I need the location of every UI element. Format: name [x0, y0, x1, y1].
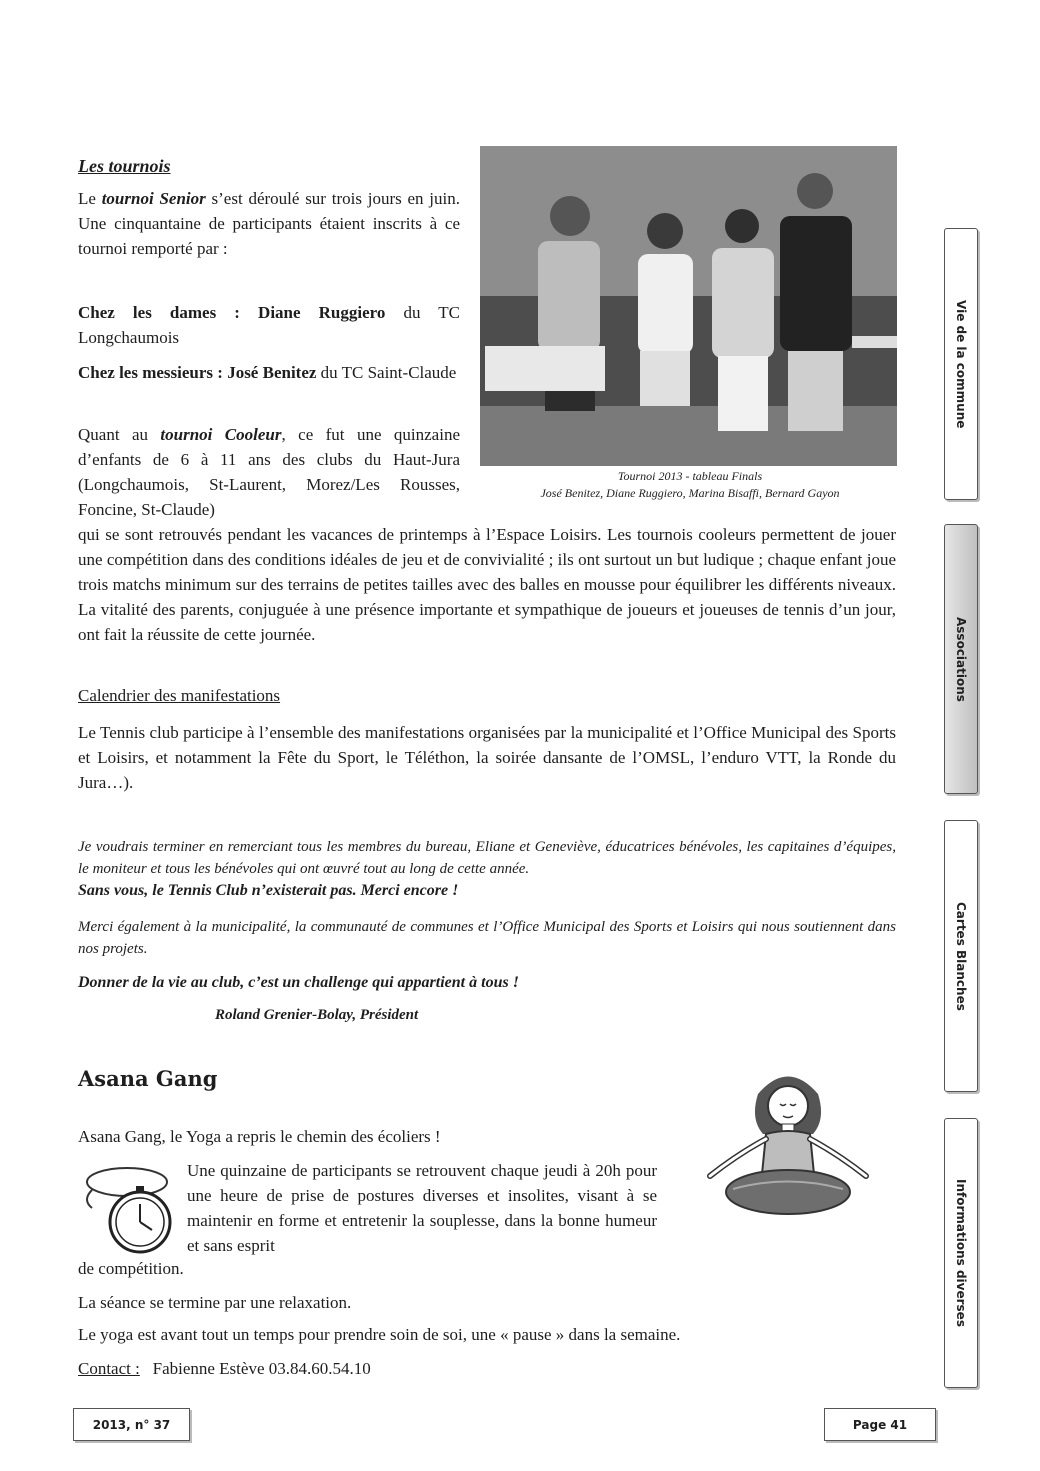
section-heading-calendrier: Calendrier des manifestations	[78, 686, 281, 705]
page-number: Page 41	[824, 1408, 936, 1441]
yoga-woman-icon	[688, 1064, 888, 1224]
tournoi-cooleur-paragraph: Quant au tournoi Cooleur, ce fut une quinzaine d’enfants de 6 à 11 ans des clubs du Haut-Jura (Longchaumois, St-Laurent, Morez/Les Rousses, Foncine, St-Claude)	[78, 425, 460, 519]
tournoi-senior-paragraph: Le tournoi Senior s’est déroulé sur trois jours en juin. Une cinquantaine de participants étaient inscrits à ce tournoi remporté par :	[78, 189, 460, 258]
contact-label: Contact :	[78, 1359, 140, 1378]
tournoi-cooleur-continued: qui se sont retrouvés pendant les vacances de printemps à l’Espace Loisirs. Les tournois cooleurs permettent de jouer une compétition dans des conditions idéales de jeu et de convivialité ; ils ont surtout un but ludique ; chaque enfant joue trois matchs minimum sur des terrains de petites tailles avec des balles en mousse pour équilibrer les différents niveaux. La vitalité des parents, conjuguée à une présence importante et sympathique de joueurs et joueuses de tennis d’un jour, ont fait la réussite de cette journée.	[78, 525, 896, 644]
photo-illustration	[480, 146, 897, 466]
caption-line-2: José Benitez, Diane Ruggiero, Marina Bisaffi, Bernard Gayon	[540, 486, 840, 500]
calendrier-paragraph: Le Tennis club participe à l’ensemble des manifestations organisées par la municipalité et l’Office Municipal des Sports et Loisirs, et notamment la Fête du Sport, le Téléthon, la soirée dansante de l’OMSL, l’enduro VTT, la Ronde du Jura…).	[78, 723, 896, 792]
thanks-paragraph: Je voudrais terminer en remerciant tous les membres du bureau, Eliane et Geneviève, éducatrices bénévoles, les capitaines d’équipes, le moniteur et tous les bénévoles qui ont œuvré tout au long de cette année. Sans vous, le Tennis Club n’existerait pas. Merci encore !	[78, 839, 896, 899]
dames-winner: Chez les dames : Diane Ruggiero du TC Longchaumois	[78, 303, 460, 347]
asana-paragraph-3: Le yoga est avant tout un temps pour prendre soin de soi, une « pause » dans la semaine.	[78, 1325, 681, 1344]
stopwatch-icon	[72, 1160, 182, 1260]
messieurs-winner: Chez les messieurs : José Benitez du TC Saint-Claude	[78, 363, 457, 382]
section-heading-tournois: Les tournois	[78, 156, 171, 176]
tab-cartes-blanches[interactable]: Cartes Blanches	[944, 820, 978, 1092]
contact-value: Fabienne Estève 03.84.60.54.10	[152, 1359, 371, 1378]
tab-informations-diverses[interactable]: Informations diverses	[944, 1118, 978, 1388]
tournament-photo	[480, 146, 897, 466]
tab-associations[interactable]: Associations	[944, 524, 978, 794]
photo-caption	[470, 468, 910, 502]
asana-paragraph-1-continued: de compétition.	[78, 1259, 184, 1278]
issue-number: 2013, n° 37	[73, 1408, 190, 1441]
municipalite-paragraph: Merci également à la municipalité, la communauté de communes et l’Office Municipal des Sports et Loisirs qui nous soutiennent dans nos projets.	[78, 919, 896, 957]
asana-paragraph-2: La séance se termine par une relaxation.	[78, 1293, 352, 1312]
asana-contact	[78, 1356, 371, 1381]
asana-gang-title: Asana Gang	[78, 1066, 218, 1091]
asana-paragraph-1: Une quinzaine de participants se retrouvent chaque jeudi à 20h pour une heure de prise de postures diverses et insolites, visant à se maintenir en forme et entretenir la souplesse, dans la bonne humeur et sans esprit	[187, 1161, 657, 1255]
challenge-line: Donner de la vie au club, c’est un challenge qui appartient à tous !	[78, 974, 519, 991]
signature: Roland Grenier-Bolay, Président	[215, 1007, 419, 1023]
asana-intro: Asana Gang, le Yoga a repris le chemin des écoliers !	[78, 1127, 441, 1146]
caption-line-1: Tournoi 2013 - tableau Finals	[617, 469, 763, 483]
tab-vie-de-la-commune[interactable]: Vie de la commune	[944, 228, 978, 500]
